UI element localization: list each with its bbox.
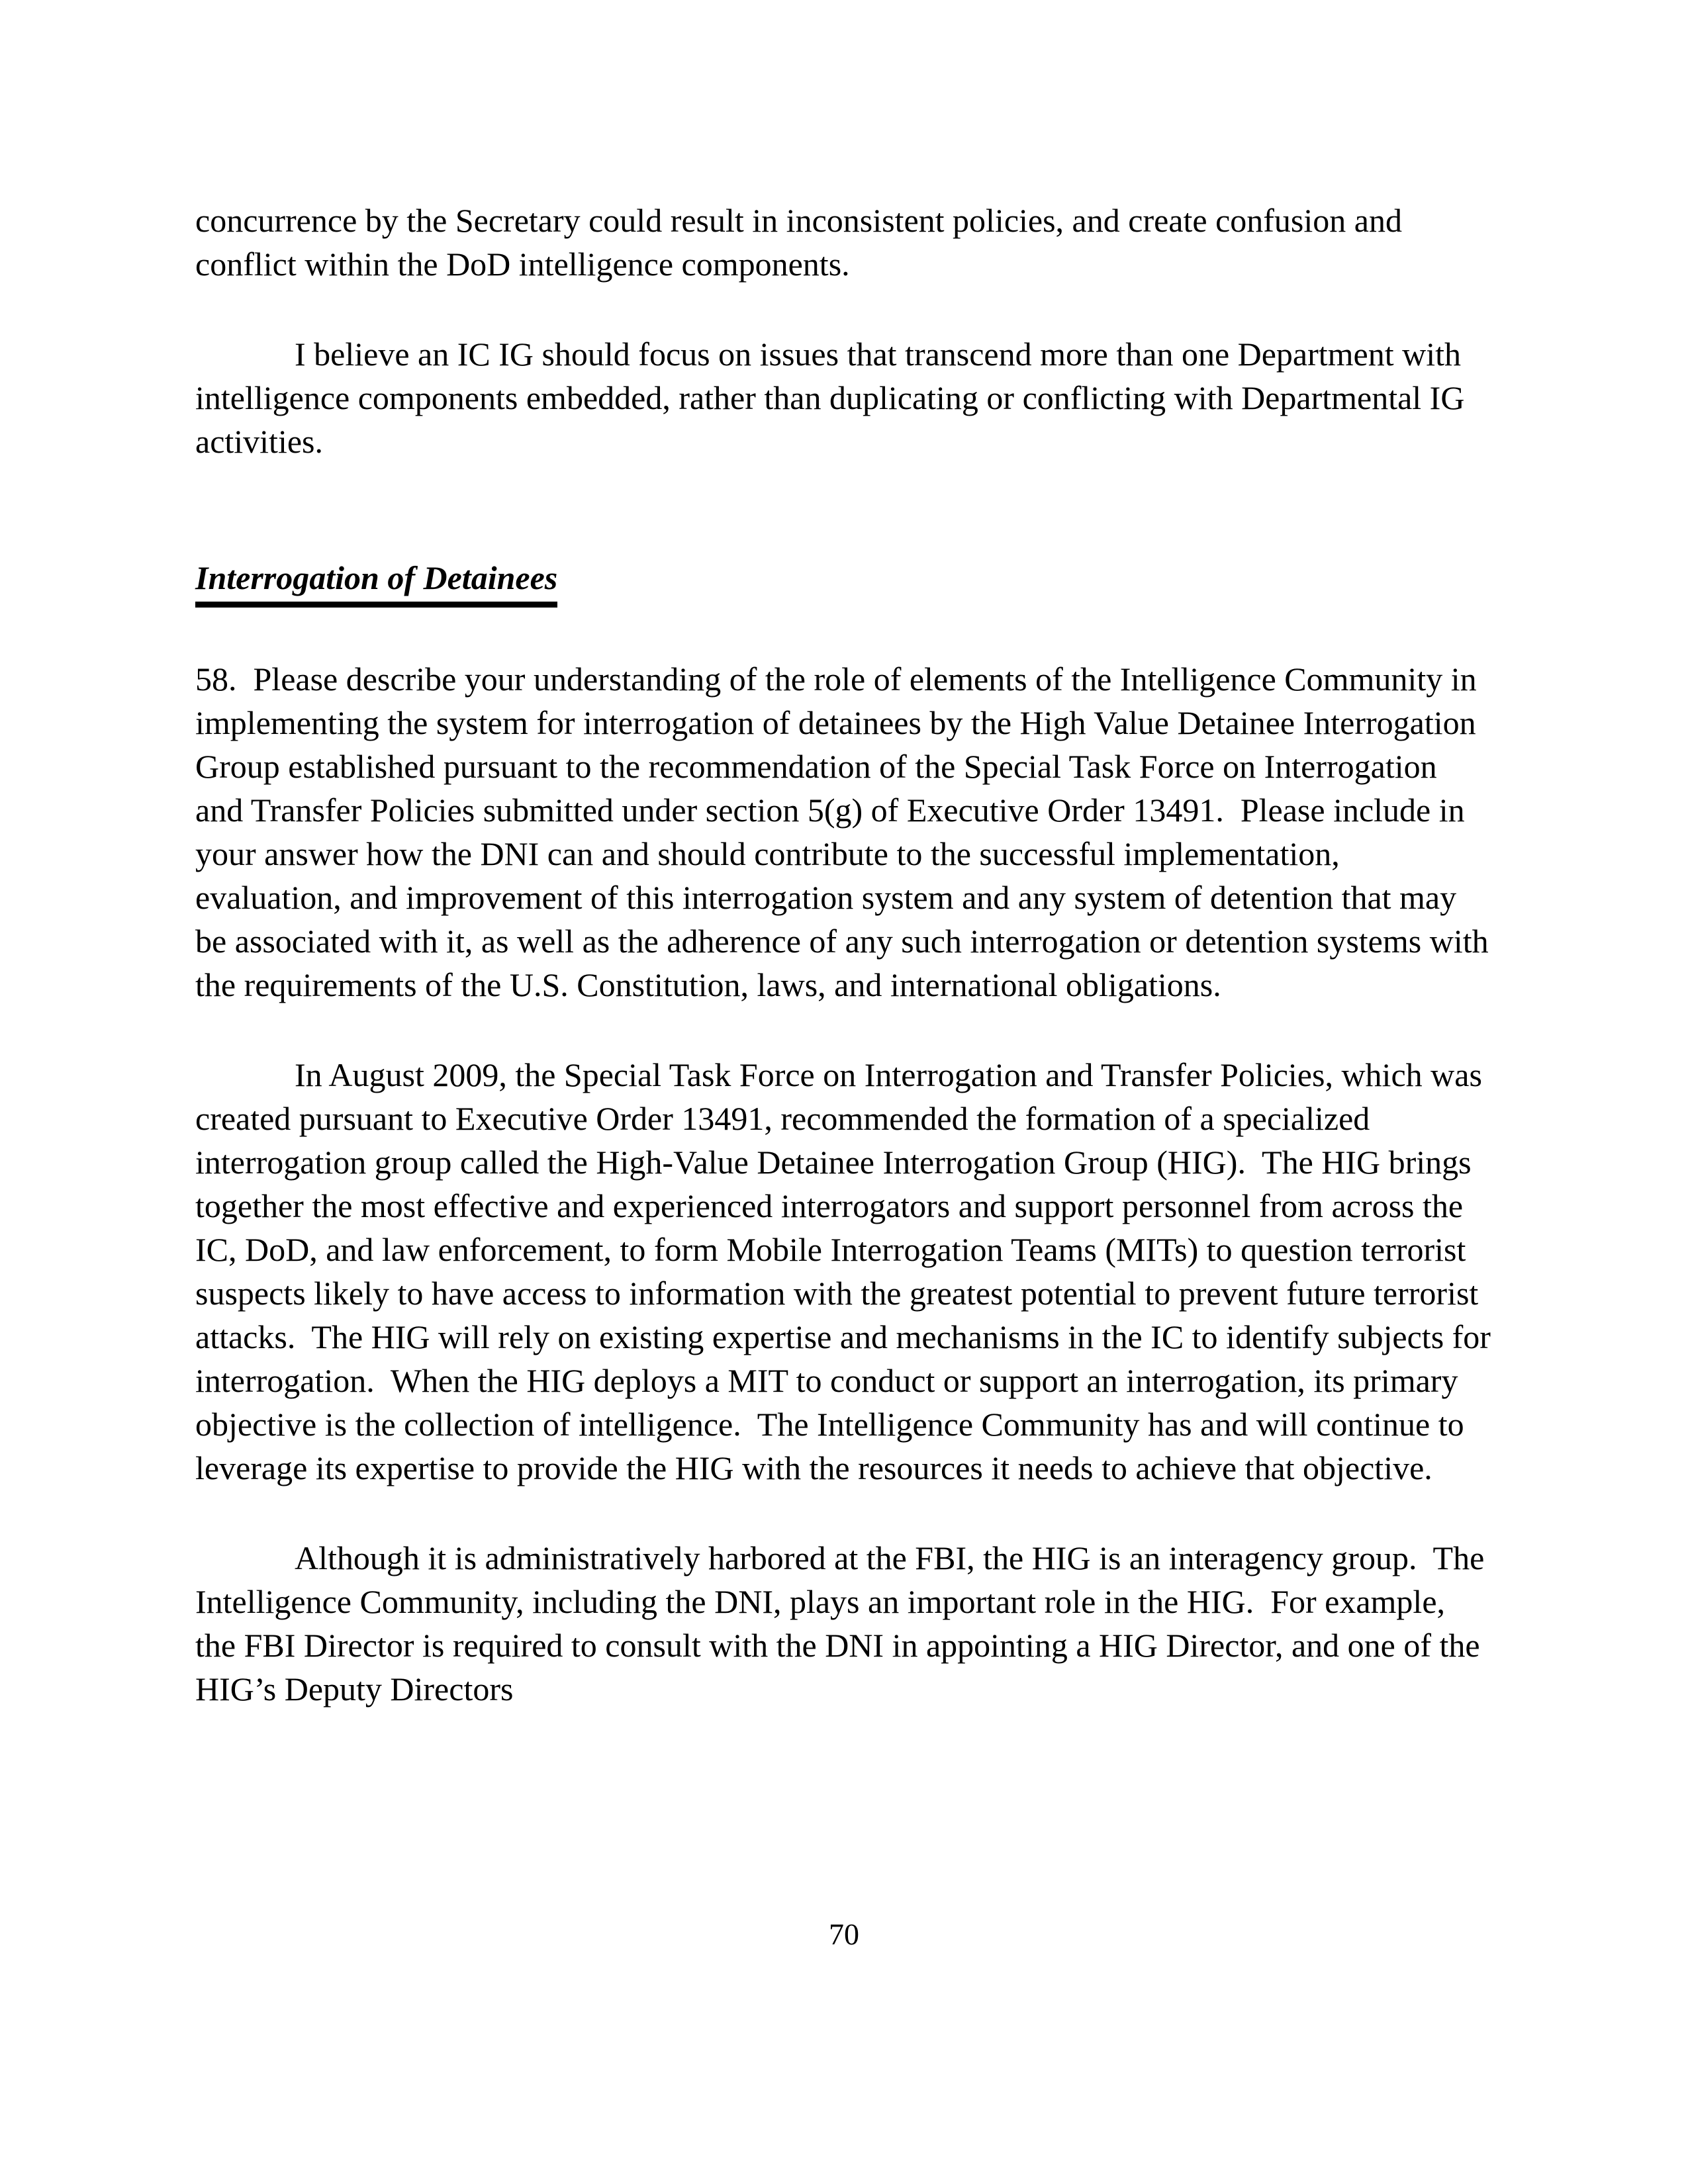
section-heading-text: Interrogation of Detainees xyxy=(195,556,557,608)
section-heading-interrogation-of-detainees xyxy=(195,556,1493,608)
paragraph-continuation: concurrence by the Secretary could result in inconsistent policies, and create confusion and conflict within the DoD intelligence components. xyxy=(195,202,1411,283)
paragraph-question-58: 58. Please describe your understanding of the role of elements of the Intelligence Community in implementing the system for interrogation of detainees by the High Value Detainee Interrogation Group established pursuant to the recommendation of the Special Task Force on Interrogation and Transfer Policies submitted under section 5(g) of Executive Order 13491. Please include in your answer how the DNI can and should contribute to the successful implementation, evaluation, and improvement of this interrogation system and any system of detention that may be associated with it, as well as the adherence of any such interrogation or detention systems with the requirements of the U.S. Constitution, laws, and international obligations. xyxy=(195,660,1497,1003)
paragraph-answer-although-fbi: Although it is administratively harbored at the FBI, the HIG is an interagency group. The Intelligence Community, including the DNI, plays an important role in the HIG. For example, the FBI Director is required to consult with the DNI in appointing a HIG Director, and one of the HIG’s Deputy Directors xyxy=(195,1539,1493,1707)
paragraph-ic-ig-belief: I believe an IC IG should focus on issues that transcend more than one Department with intelligence components embedded, rather than duplicating or conflicting with Departmental IG activities. xyxy=(195,336,1473,460)
paragraph-answer-august-2009: In August 2009, the Special Task Force on Interrogation and Transfer Policies, which was created pursuant to Executive Order 13491, recommended the formation of a specialized interrogation group called the High-Value Detainee Interrogation Group (HIG). The HIG brings together the most effective and experienced interrogators and support personnel from across the IC, DoD, and law enforcement, to form Mobile Interrogation Teams (MITs) to question terrorist suspects likely to have access to information with the greatest potential to prevent future terrorist attacks. The HIG will rely on existing expertise and mechanisms in the IC to identify subjects for interrogation. When the HIG deploys a MIT to conduct or support an interrogation, its primary objective is the collection of intelligence. The Intelligence Community has and will continue to leverage its expertise to provide the HIG with the resources it needs to achieve that objective. xyxy=(195,1056,1499,1486)
page-content xyxy=(195,199,1499,1757)
page-number: 70 xyxy=(829,1917,859,1951)
